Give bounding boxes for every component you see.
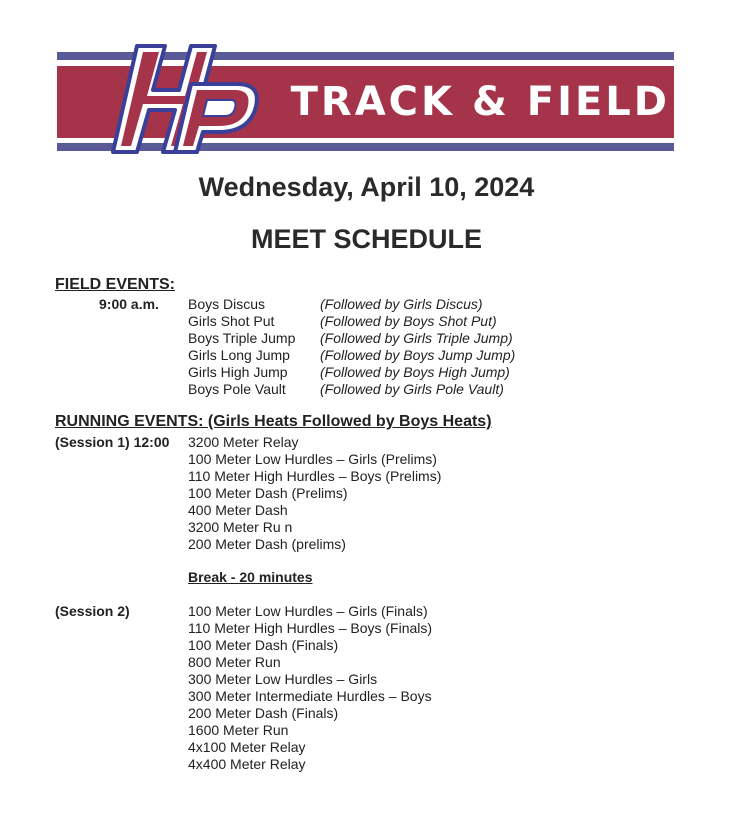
session-1-event: 200 Meter Dash (prelims)	[188, 536, 346, 552]
session-2-event: 4x100 Meter Relay	[188, 739, 306, 755]
session-1-event: 100 Meter Dash (Prelims)	[188, 485, 348, 501]
banner-title: TRACK & FIELD	[290, 79, 670, 125]
field-event-note: (Followed by Girls Triple Jump)	[320, 330, 513, 346]
session-2-event: 300 Meter Intermediate Hurdles – Boys	[188, 688, 432, 704]
session-2-event: 110 Meter High Hurdles – Boys (Finals)	[188, 620, 433, 636]
session-2-label: (Session 2)	[55, 603, 130, 619]
running-events-heading: RUNNING EVENTS: (Girls Heats Followed by Boys Heats)	[55, 413, 492, 430]
session-1-event: 3200 Meter Ru n	[188, 519, 293, 535]
session-1-label: (Session 1) 12:00	[55, 434, 170, 450]
field-events-heading: FIELD EVENTS:	[55, 276, 176, 293]
field-event-note: (Followed by Boys Shot Put)	[320, 313, 497, 329]
field-event-name: Girls High Jump	[188, 364, 288, 380]
session-1-event: 110 Meter High Hurdles – Boys (Prelims)	[188, 468, 442, 484]
field-event-note: (Followed by Boys High Jump)	[320, 364, 510, 380]
session-2-event: 100 Meter Low Hurdles – Girls (Finals)	[188, 603, 428, 619]
break-label: Break - 20 minutes	[188, 569, 313, 585]
field-event-note: (Followed by Boys Jump Jump)	[320, 347, 516, 363]
session-1-event: 400 Meter Dash	[188, 502, 288, 518]
field-event-name: Boys Pole Vault	[188, 381, 286, 397]
session-2-event: 100 Meter Dash (Finals)	[188, 637, 339, 653]
field-event-name: Girls Long Jump	[188, 347, 290, 363]
field-event-name: Boys Discus	[188, 296, 266, 312]
session-1-event: 3200 Meter Relay	[188, 434, 299, 450]
session-2-event: 800 Meter Run	[188, 654, 281, 670]
page-title: MEET SCHEDULE	[250, 224, 483, 254]
field-event-note: (Followed by Girls Pole Vault)	[320, 381, 504, 397]
field-event-name: Girls Shot Put	[188, 313, 275, 329]
session-1-event: 100 Meter Low Hurdles – Girls (Prelims)	[188, 451, 437, 467]
hp-logo	[87, 40, 267, 158]
session-2-event: 200 Meter Dash (Finals)	[188, 705, 339, 721]
field-event-note: (Followed by Girls Discus)	[320, 296, 483, 312]
field-event-name: Boys Triple Jump	[188, 330, 296, 346]
meet-date: Wednesday, April 10, 2024	[198, 172, 535, 202]
field-events-time: 9:00 a.m.	[99, 296, 159, 312]
session-2-event: 1600 Meter Run	[188, 722, 289, 738]
logo-p-letter	[175, 84, 257, 152]
session-2-event: 300 Meter Low Hurdles – Girls	[188, 671, 378, 687]
session-2-event: 4x400 Meter Relay	[188, 756, 306, 772]
header-banner	[57, 40, 677, 158]
